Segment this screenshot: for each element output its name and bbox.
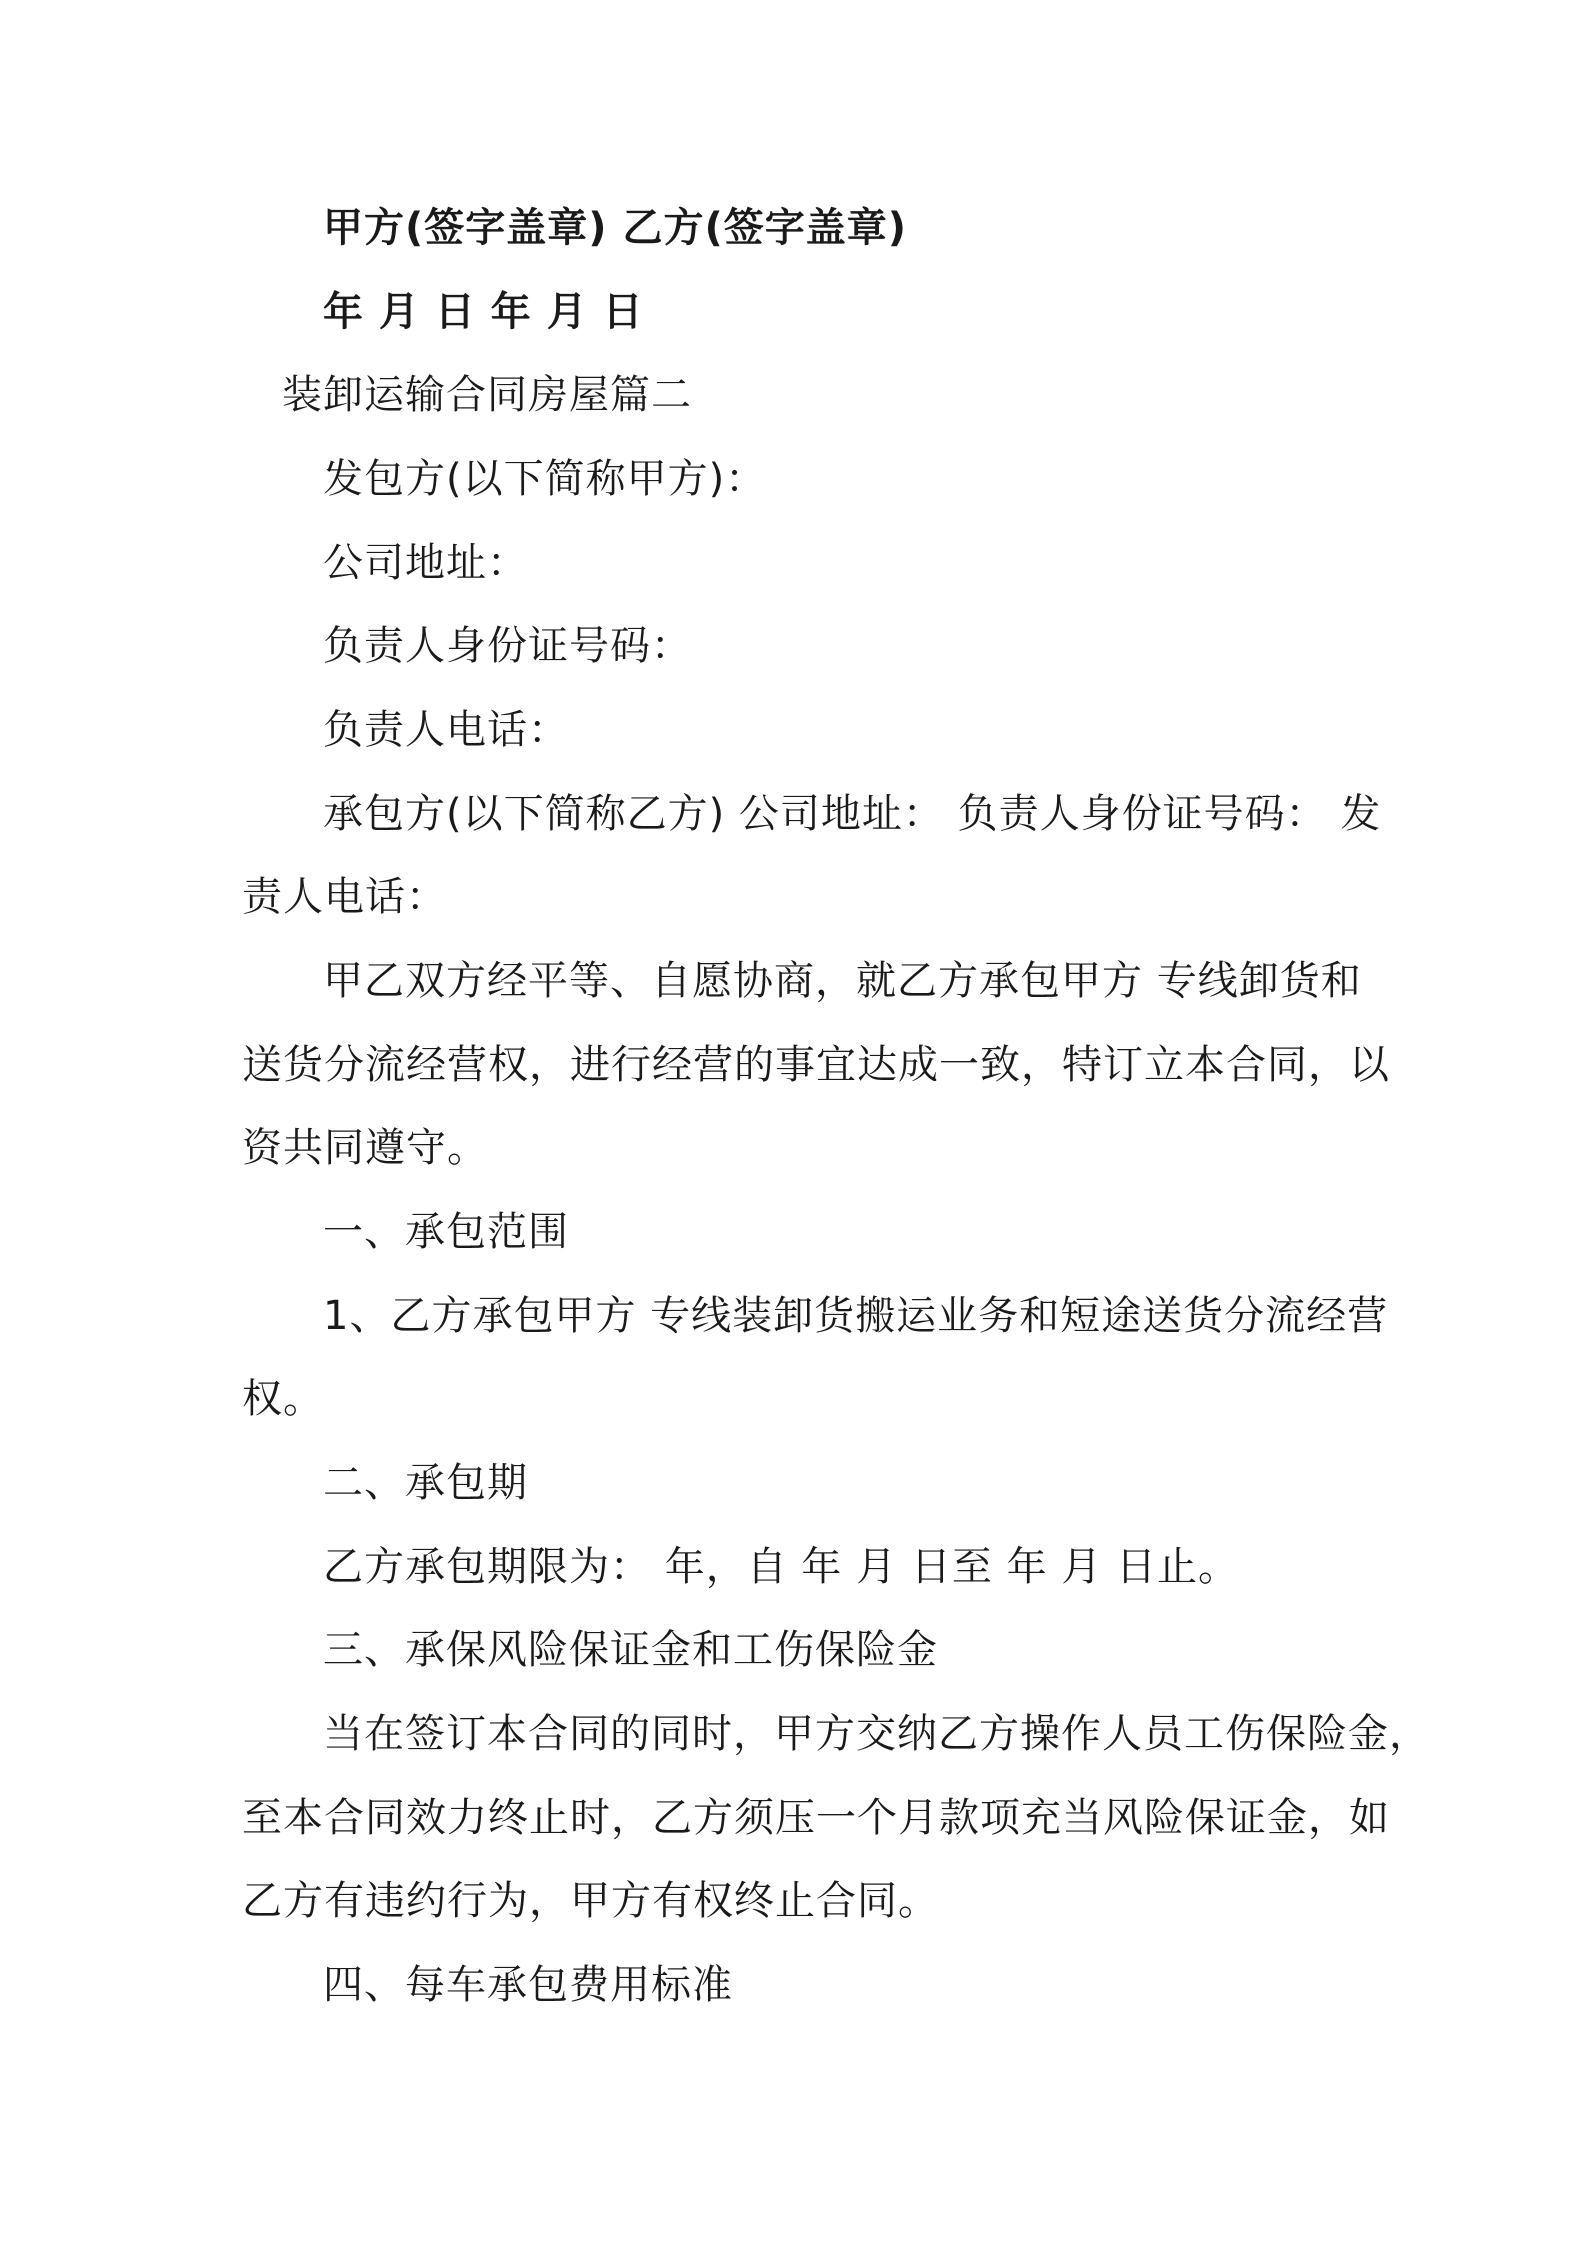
phone-label: 负责人电话：: [323, 707, 569, 753]
section-title: 装卸运输合同房屋篇二: [282, 372, 692, 418]
deposit-line-1: 当在签订本合同的同时，甲方交纳乙方操作人员工伤保险金，: [323, 1711, 1430, 1757]
scope-line-2: 权。: [242, 1376, 324, 1422]
party-b-line-1: 承包方(以下简称乙方) 公司地址： 负责人身份证号码： 发: [323, 791, 1382, 837]
intro-line-3: 资共同遵守。: [242, 1125, 488, 1171]
period-line: 乙方承包期限为： 年，自 年 月 日至 年 月 日止。: [323, 1544, 1240, 1590]
id-number-label: 负责人身份证号码：: [323, 623, 692, 669]
heading-fee: 四、每车承包费用标准: [323, 1962, 733, 2008]
deposit-line-3: 乙方有违约行为，甲方有权终止合同。: [242, 1878, 939, 1924]
heading-scope: 一、承包范围: [323, 1209, 569, 1255]
company-address-label: 公司地址：: [323, 540, 528, 586]
party-b-line-2: 责人电话：: [242, 874, 447, 920]
signature-line: 甲方(签字盖章) 乙方(签字盖章): [323, 205, 908, 251]
scope-line-1: 1、乙方承包甲方 专线装卸货搬运业务和短途送货分流经营: [323, 1293, 1389, 1339]
intro-line-2: 送货分流经营权，进行经营的事宜达成一致，特订立本合同，以: [242, 1042, 1390, 1088]
heading-period: 二、承包期: [323, 1460, 528, 1506]
deposit-line-2: 至本合同效力终止时，乙方须压一个月款项充当风险保证金，如: [242, 1795, 1390, 1841]
date-line: 年 月 日 年 月 日: [323, 289, 644, 335]
heading-deposit: 三、承保风险保证金和工伤保险金: [323, 1627, 938, 1673]
party-a-label: 发包方(以下简称甲方)：: [323, 456, 767, 502]
intro-line-1: 甲乙双方经平等、自愿协商，就乙方承包甲方 专线卸货和: [323, 958, 1362, 1004]
